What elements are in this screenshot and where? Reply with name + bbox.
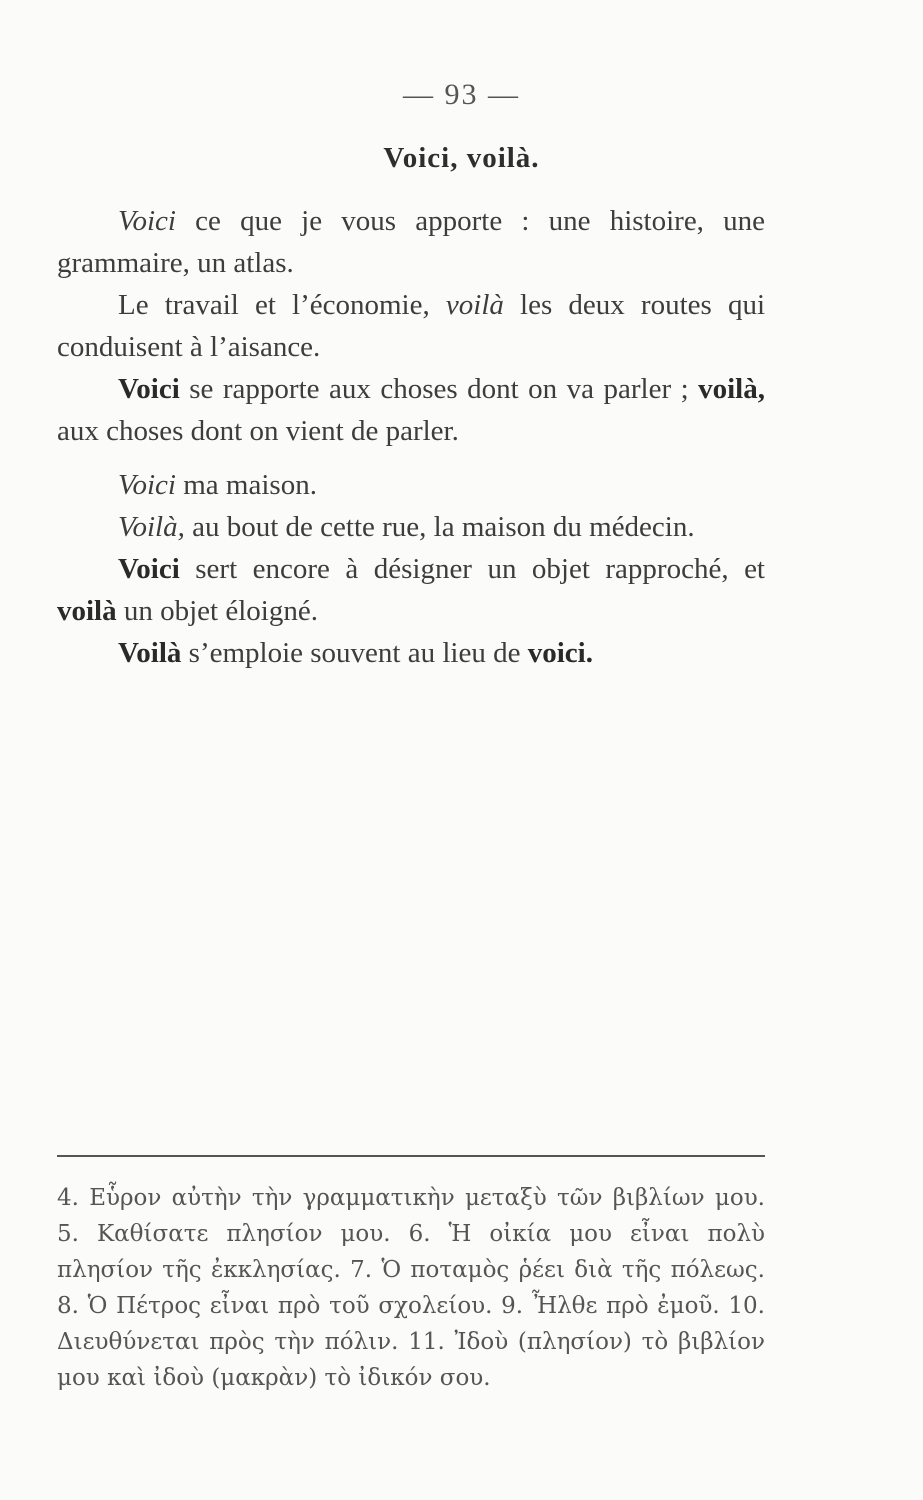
text-span: ce que je vous apporte : une histoire, une grammaire, un atlas.: [57, 205, 765, 279]
page-number: — 93 —: [403, 78, 520, 111]
italic-term: Voici: [118, 205, 176, 237]
paragraph: [57, 200, 765, 284]
text-span: ma maison.: [176, 469, 317, 501]
text-span: au bout de cette rue, la maison du médecin.: [184, 511, 695, 543]
body-text: [57, 200, 765, 674]
text-span: sert encore à désigner un objet rapproché, et: [179, 553, 765, 585]
paragraph: [57, 632, 765, 674]
bold-term: Voici: [118, 553, 180, 585]
footnote-exercises: [57, 1180, 765, 1396]
bold-term: voici.: [527, 637, 593, 669]
text-span: les deux routes qui conduisent à l’aisance.: [57, 289, 766, 363]
section-title: Voici, voilà.: [383, 142, 540, 174]
footnote-divider: [57, 1155, 765, 1157]
text-span: Le travail et l’économie,: [118, 289, 446, 321]
bold-term: voilà: [57, 595, 117, 627]
paragraph: [57, 506, 765, 548]
text-span: un objet éloigné.: [116, 595, 318, 627]
bold-term: Voici: [118, 373, 180, 405]
italic-term: Voici: [118, 469, 176, 501]
bold-term: voilà,: [698, 373, 765, 405]
paragraph: [57, 284, 765, 368]
paragraph: [57, 548, 765, 632]
italic-term: Voilà,: [118, 511, 185, 543]
paragraph: [57, 368, 765, 452]
footnote-text: 4. Εὗρον αὐτὴν τὴν γραμματικὴν μεταξὺ τῶν βιβλίων μου. 5. Καθίσατε πλησίον μου. 6. Ἡ οἰκία μου εἶναι πολὺ πλησίον τῆς ἐκκλησίας. 7. Ὁ ποταμὸς ῥέει διὰ τῆς πόλεως. 8. Ὁ Πέτρος εἶναι πρὸ τοῦ σχολείου. 9. Ἦλθε πρὸ ἐμοῦ. 10. Διευθύνεται πρὸς τὴν πόλιν. 11. Ἰδοὺ (πλησίον) τὸ βιβλίον μου καὶ ἰδοὺ (μακρὰν) τὸ ἰδικόν σου.: [57, 1185, 765, 1391]
text-span: s’emploie souvent au lieu de: [181, 637, 528, 669]
paragraph: [57, 464, 765, 506]
text-span: se rapporte aux choses dont on va parler ;: [179, 373, 699, 405]
text-span: aux choses dont on vient de parler.: [57, 415, 459, 447]
bold-term: Voilà: [118, 637, 182, 669]
italic-term: voilà: [445, 289, 504, 321]
